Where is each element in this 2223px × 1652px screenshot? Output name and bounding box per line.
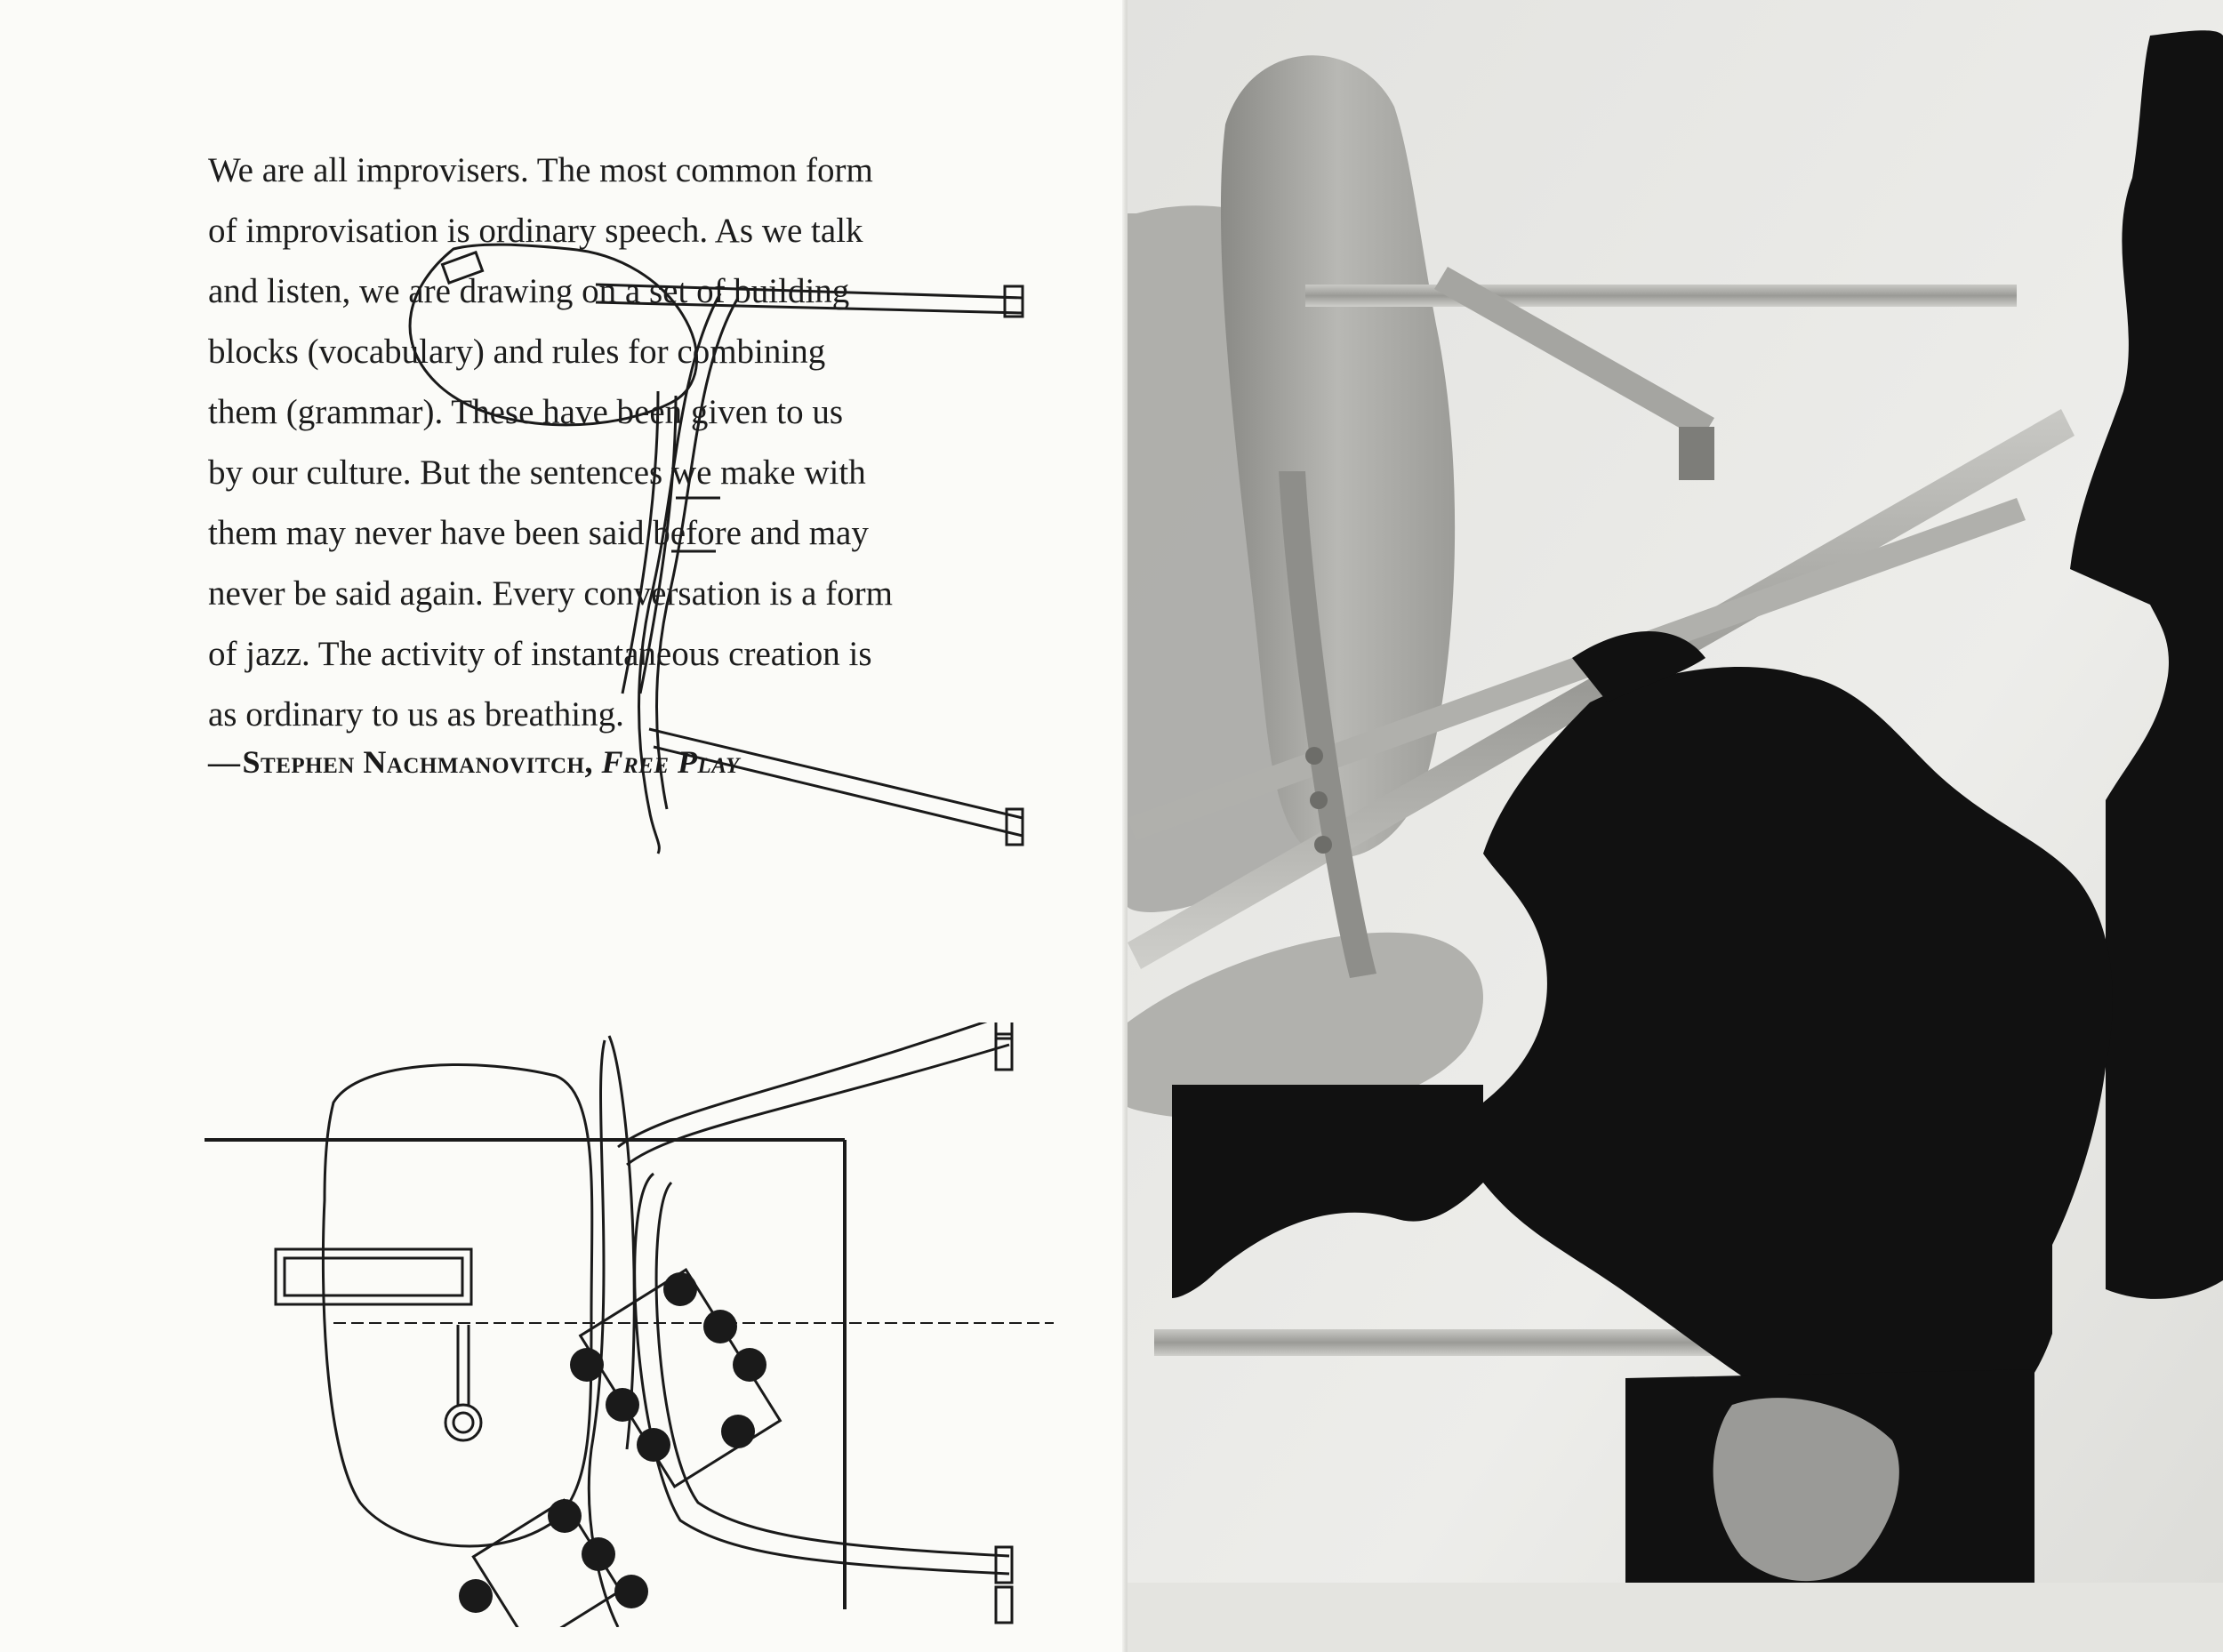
quote-line: of jazz. The activity of instantaneous creation is	[208, 635, 872, 673]
quote-block	[208, 140, 991, 745]
quote-line: of improvisation is ordinary speech. As we talk	[208, 212, 863, 250]
quote-line: them (grammar). These have been given to us	[208, 393, 844, 431]
quote-line: blocks (vocabulary) and rules for combining	[208, 333, 826, 371]
quote-line: them may never have been said before and may	[208, 514, 869, 552]
quote-line: as ordinary to us as breathing.	[208, 695, 624, 734]
quote-line: We are all improvisers. The most common form	[208, 151, 873, 189]
quote-line: never be said again. Every conversation is a form	[208, 574, 893, 613]
chair-and-dots-diagram	[200, 1022, 1054, 1627]
quote-line: and listen, we are drawing on a set of building	[208, 272, 850, 310]
halftone-photo-chair-with-silhouette	[1128, 0, 2223, 1652]
attribution-dash: —	[208, 744, 241, 780]
attribution-author: Stephen Nachmanovitch,	[242, 744, 593, 780]
right-page	[1128, 0, 2223, 1652]
quote-attribution	[208, 743, 740, 781]
attribution-work: Free Play	[601, 744, 740, 780]
quote-line: by our culture. But the sentences we make with	[208, 453, 866, 492]
